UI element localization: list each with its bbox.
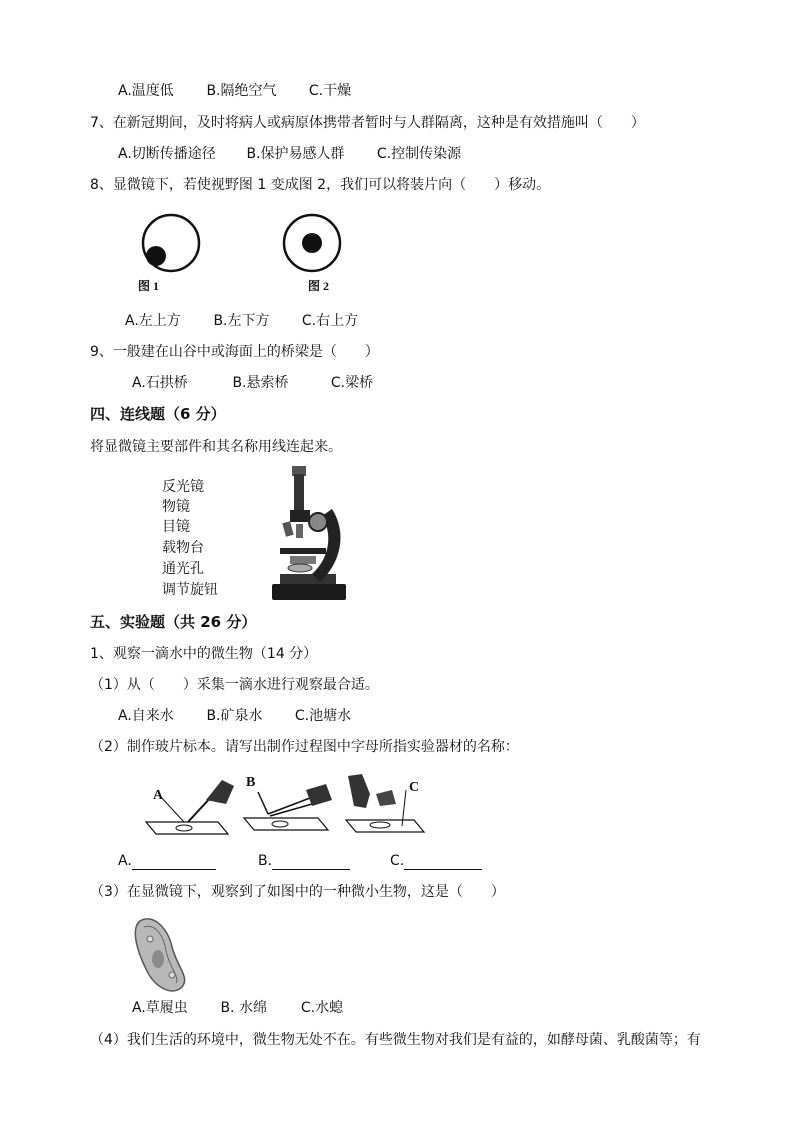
sub1-option-c[interactable]: C.池塘水 [294, 708, 352, 724]
q9-option-b[interactable]: B.悬索桥 [232, 375, 289, 391]
sub4-stem: （4）我们生活的环境中，微生物无处不在。有些微生物对我们是有益的，如酵母菌、乳酸菌等；有 [90, 1032, 701, 1048]
sub3-option-c[interactable]: C.水螅 [300, 1000, 344, 1016]
view-dot-1 [146, 246, 166, 266]
q6-option-c[interactable]: C.干燥 [308, 83, 352, 99]
view-dot-2 [302, 233, 322, 253]
label-a: A [153, 788, 164, 803]
part-item[interactable]: 物镜 [162, 499, 190, 515]
sub1-stem: （1）从（ ）采集一滴水进行观察最合适。 [90, 677, 379, 693]
section4-title: 四、连线题（6 分） [90, 405, 226, 423]
sub1-option-b[interactable]: B.矿泉水 [206, 708, 263, 724]
sub3-option-b[interactable]: B. 水绵 [220, 1000, 267, 1016]
slide-preparation-figures [140, 770, 440, 840]
microscope-image [270, 464, 360, 604]
sub2-stem: （2）制作玻片标本。请写出制作过程图中字母所指实验器材的名称： [90, 739, 519, 755]
fig1-label: 图 1 [138, 279, 160, 293]
q9-options [132, 374, 373, 392]
sub2-answer-b [258, 852, 350, 870]
sub1-option-a[interactable]: A.自来水 [118, 708, 174, 724]
q6-options [118, 82, 351, 100]
q8-options [125, 312, 358, 330]
paramecium-image [128, 915, 198, 995]
label-c: C [409, 780, 420, 795]
q7-option-c[interactable]: C.控制传染源 [376, 146, 462, 162]
q9-option-c[interactable]: C.梁桥 [330, 375, 374, 391]
q8-option-c[interactable]: C.右上方 [301, 313, 359, 329]
q7-stem: 7、在新冠期间，及时将病人或病原体携带者暂时与人群隔离，这种是有效措施叫（ ） [90, 115, 645, 131]
answer-a-label: A. [118, 853, 132, 869]
sub1-options [118, 707, 351, 725]
sub2-answer-a [118, 852, 216, 870]
section5-title: 五、实验题（共 26 分） [90, 613, 257, 631]
part-item[interactable]: 载物台 [162, 540, 204, 556]
sub3-option-a[interactable]: A.草履虫 [132, 1000, 188, 1016]
q7-option-b[interactable]: B.保护易感人群 [246, 146, 345, 162]
q9-option-a[interactable]: A.石拱桥 [132, 375, 188, 391]
answer-c-blank[interactable] [404, 855, 482, 870]
sub3-options [132, 999, 343, 1017]
q8-stem: 8、显微镜下，若使视野图 1 变成图 2，我们可以将装片向（ ）移动。 [90, 177, 551, 193]
q7-option-a[interactable]: A.切断传播途径 [118, 146, 216, 162]
microscope-view-figures [0, 210, 794, 310]
part-item[interactable]: 目镜 [162, 519, 190, 535]
answer-b-label: B. [258, 853, 273, 869]
answer-a-blank[interactable] [132, 855, 216, 870]
part-item[interactable]: 通光孔 [162, 561, 204, 577]
q6-option-a[interactable]: A.温度低 [118, 83, 174, 99]
sub3-stem: （3）在显微镜下，观察到了如图中的一种微小生物，这是（ ） [90, 884, 505, 900]
section4-instruction: 将显微镜主要部件和其名称用线连起来。 [90, 439, 342, 455]
fig2-label: 图 2 [308, 279, 330, 293]
q7-options [118, 145, 461, 163]
q6-option-b[interactable]: B.隔绝空气 [206, 83, 277, 99]
answer-b-blank[interactable] [272, 855, 350, 870]
part-item[interactable]: 调节旋钮 [162, 582, 218, 598]
part-item[interactable]: 反光镜 [162, 479, 204, 495]
q9-stem: 9、一般建在山谷中或海面上的桥梁是（ ） [90, 344, 379, 360]
sub2-answer-c [390, 852, 482, 870]
answer-c-label: C. [390, 853, 405, 869]
q8-option-a[interactable]: A.左上方 [125, 313, 181, 329]
q8-option-b[interactable]: B.左下方 [213, 313, 270, 329]
label-b: B [246, 775, 256, 790]
section5-q1-title: 1、观察一滴水中的微生物（14 分） [90, 646, 318, 662]
